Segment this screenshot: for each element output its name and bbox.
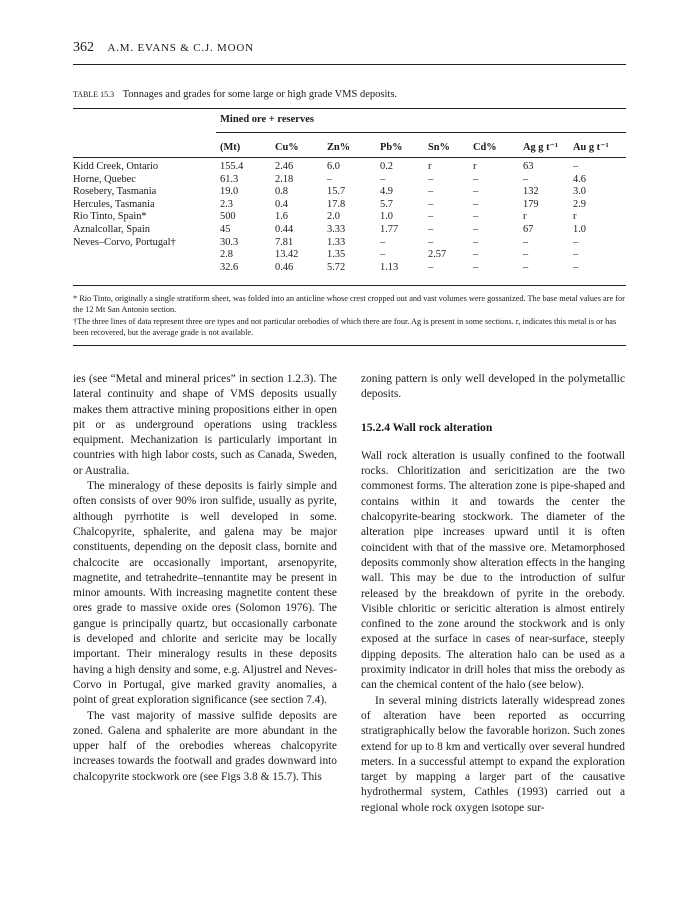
value-cell: 0.8	[275, 186, 288, 198]
value-cell: –	[327, 173, 333, 185]
value-cell: –	[380, 173, 386, 185]
table-row	[73, 199, 626, 212]
table-title: Tonnages and grades for some large or high grade VMS deposits.	[122, 89, 398, 100]
value-cell: –	[380, 249, 386, 261]
group-header-rule	[216, 132, 626, 133]
deposit-name-cell: Rio Tinto, Spain*	[73, 211, 147, 223]
value-cell: –	[428, 223, 434, 235]
table-row	[73, 237, 626, 250]
table-label: TABLE 15.3	[73, 90, 115, 99]
value-cell: 1.0	[573, 223, 586, 235]
deposit-name-cell: Horne, Quebec	[73, 173, 136, 185]
deposit-name-cell	[73, 249, 220, 262]
table-bottom-rule	[73, 285, 626, 286]
value-cell: r	[573, 211, 577, 223]
value-cell: 2.3	[220, 198, 233, 210]
column-header: Pb%	[380, 137, 428, 158]
column-header: Sn%	[428, 137, 473, 158]
deposit-name-cell: Hercules, Tasmania	[73, 198, 155, 210]
deposit-name-cell: Rosebery, Tasmania	[73, 186, 157, 198]
table-top-rule	[73, 108, 626, 109]
value-cell: 1.77	[380, 223, 399, 235]
value-cell: –	[523, 173, 529, 185]
table-row	[73, 211, 626, 224]
column-header: (Mt)	[220, 137, 275, 158]
value-cell: 7.81	[275, 236, 294, 248]
value-cell: 6.0	[327, 161, 340, 172]
value-cell: r	[523, 211, 527, 223]
paragraph: Wall rock alteration is usually confined to the footwall rocks. Chloritization and sericitization are the two commonest forms. The alteration zone is pipe-shaped and contains within it and towards the center the chalcopyrite-bearing stockwork. The diameter of the alteration pipe increases upward until it is often coincident with that of the massive ore. Metamorphosed deposits commonly show alteration effects in the hanging wall. This may be due to the introduction of sulfur released by the breakdown of pyrite in the orebody. Visible chloritic or sericitic alteration is almost entirely confined to the zone around the stockwork and is only exposed at the surface in cases of near-surface, steeply dipping deposits. The alteration halo can be used as a proximity indicator in drill holes that miss the orebody as can the chemical content of the halo (see below).	[361, 449, 625, 692]
value-cell: 63	[523, 161, 534, 172]
value-cell: 0.44	[275, 223, 294, 235]
value-cell: 13.42	[275, 249, 299, 261]
table-caption	[73, 89, 397, 100]
table-row	[73, 224, 626, 237]
value-cell: 2.9	[573, 198, 586, 210]
value-cell: 3.0	[573, 186, 586, 198]
value-cell: 1.6	[275, 211, 288, 223]
value-cell: –	[473, 249, 479, 261]
footnote: †The three lines of data represent three ore types and not particular orebodies of which there are four. Ag is present in some sections. r, indicates this metal is or has been recovered, but the average grade is not available.	[73, 316, 617, 337]
deposits-table	[73, 137, 626, 274]
value-cell: 61.3	[220, 173, 239, 185]
value-cell: –	[380, 236, 386, 248]
value-cell: 15.7	[327, 186, 346, 198]
value-cell: –	[473, 186, 479, 198]
value-cell: –	[523, 261, 529, 273]
paragraph: The mineralogy of these deposits is fairly simple and often consists of over 90% iron sulfide, usually as pyrite, although pyrrhotite is well developed in some. Chalcopyrite, sphalerite, and galena may be major constituents, depending on the deposit class, bornite and chalcocite are occasionally important, arsenopyrite, magnetite, and tetrahedrite–tennantite may be present in minor amounts. With increasing magnetite content these ores grade to massive oxide ores (Solomon 1976). The gangue is principally quartz, but occasionally carbonate is developed and chlorite and sericite may be locally important. Their mineralogy results in these deposits having a high density and some, e.g. Aljustrel and Neves-Corvo in Portugal, give marked gravity anomalies, a point of great exploration significance (see section 7.4).	[73, 480, 337, 707]
value-cell: 1.35	[327, 249, 346, 261]
value-cell: 2.0	[327, 211, 340, 223]
value-cell: 179	[523, 198, 539, 210]
deposit-name-cell: Neves–Corvo, Portugal†	[73, 236, 176, 248]
page-number: 362	[73, 40, 94, 55]
paragraph: In several mining districts laterally widespread zones of alteration have been reported as occurring stratigraphically below the favorable horizon. Such zones extend for up to 8 km and vertically over several hundred meters. In a successful attempt to expand the exploration target by mapping a larger part of the causative hydrothermal system, Cathles (1993) carried out a regional whole rock oxygen isotope sur-	[361, 694, 625, 814]
value-cell: 2.18	[275, 173, 294, 185]
column-group-header: Mined ore + reserves	[220, 114, 314, 125]
value-cell: 2.57	[428, 249, 447, 261]
running-header	[73, 40, 254, 56]
value-cell: 0.2	[380, 161, 393, 172]
value-cell: 4.9	[380, 186, 393, 198]
deposit-name-cell: Aznalcollar, Spain	[73, 223, 150, 235]
table-footnotes	[73, 293, 626, 338]
value-cell: –	[428, 186, 434, 198]
value-cell: –	[573, 236, 579, 248]
value-cell: 1.0	[380, 211, 393, 223]
value-cell: –	[473, 198, 479, 210]
value-cell: –	[428, 261, 434, 273]
footnote-rule	[73, 345, 626, 346]
value-cell: 500	[220, 211, 236, 223]
paragraph: ies (see “Metal and mineral prices” in section 1.2.3). The lateral continuity and shape of VMS deposits usually makes them attractive mining propositions either in open pit or as underground operations using trackless equipment. Mechanization is particularly important in countries with high labor costs, such as Canada, Sweden, or Australia.	[73, 373, 337, 477]
value-cell: 155.4	[220, 161, 244, 172]
header-rule	[73, 64, 626, 65]
column-header: Cd%	[473, 137, 523, 158]
value-cell: 0.46	[275, 261, 294, 273]
deposit-name-cell	[73, 262, 220, 275]
value-cell: –	[428, 173, 434, 185]
value-cell: r	[473, 161, 477, 172]
value-cell: –	[473, 236, 479, 248]
paragraph: zoning pattern is only well developed in the polymetallic deposits.	[361, 373, 625, 401]
footnote: * Rio Tinto, originally a single stratiform sheet, was folded into an anticline whose crest cropped out and vast volumes were gossanized. The base metal values are for the 12 Mt San Antonio section.	[73, 294, 625, 315]
table-row	[73, 174, 626, 187]
value-cell: 1.33	[327, 236, 346, 248]
column-header: Cu%	[275, 137, 327, 158]
table-row	[73, 186, 626, 199]
table-row	[73, 249, 626, 262]
column-header: Ag g t⁻¹	[523, 137, 573, 158]
table-row	[73, 158, 626, 174]
value-cell: 2.8	[220, 249, 233, 261]
paragraph: The vast majority of massive sulfide deposits are zoned. Galena and sphalerite are more abundant in the upper half of the orebodies whereas chalcopyrite increases towards the footwall and grades downward into chalcopyrite stockwork ore (see Figs 3.8 & 15.7). This	[73, 709, 337, 783]
value-cell: –	[428, 236, 434, 248]
value-cell: 1.13	[380, 261, 399, 273]
left-column	[73, 372, 337, 785]
value-cell: 3.33	[327, 223, 346, 235]
value-cell: 5.7	[380, 198, 393, 210]
value-cell: 132	[523, 186, 539, 198]
running-authors: A.M. EVANS & C.J. MOON	[107, 42, 254, 54]
value-cell: –	[573, 249, 579, 261]
value-cell: 32.6	[220, 261, 239, 273]
deposit-name-cell: Kidd Creek, Ontario	[73, 161, 159, 172]
value-cell: –	[523, 236, 529, 248]
value-cell: –	[428, 198, 434, 210]
value-cell: 0.4	[275, 198, 288, 210]
section-heading: 15.2.4 Wall rock alteration	[361, 420, 493, 434]
column-header-deposit	[73, 137, 220, 158]
value-cell: 4.6	[573, 173, 586, 185]
value-cell: –	[428, 211, 434, 223]
value-cell: 30.3	[220, 236, 239, 248]
value-cell: 45	[220, 223, 231, 235]
value-cell: –	[473, 223, 479, 235]
value-cell: –	[523, 249, 529, 261]
value-cell: 17.8	[327, 198, 346, 210]
value-cell: –	[573, 161, 579, 172]
value-cell: –	[573, 261, 579, 273]
value-cell: 2.46	[275, 161, 294, 172]
value-cell: –	[473, 211, 479, 223]
right-column	[361, 372, 625, 816]
value-cell: –	[473, 261, 479, 273]
value-cell: 19.0	[220, 186, 239, 198]
table-row	[73, 262, 626, 275]
value-cell: –	[473, 173, 479, 185]
column-header: Au g t⁻¹	[573, 137, 626, 158]
value-cell: 5.72	[327, 261, 346, 273]
column-header: Zn%	[327, 137, 380, 158]
value-cell: 67	[523, 223, 534, 235]
value-cell: r	[428, 161, 432, 172]
